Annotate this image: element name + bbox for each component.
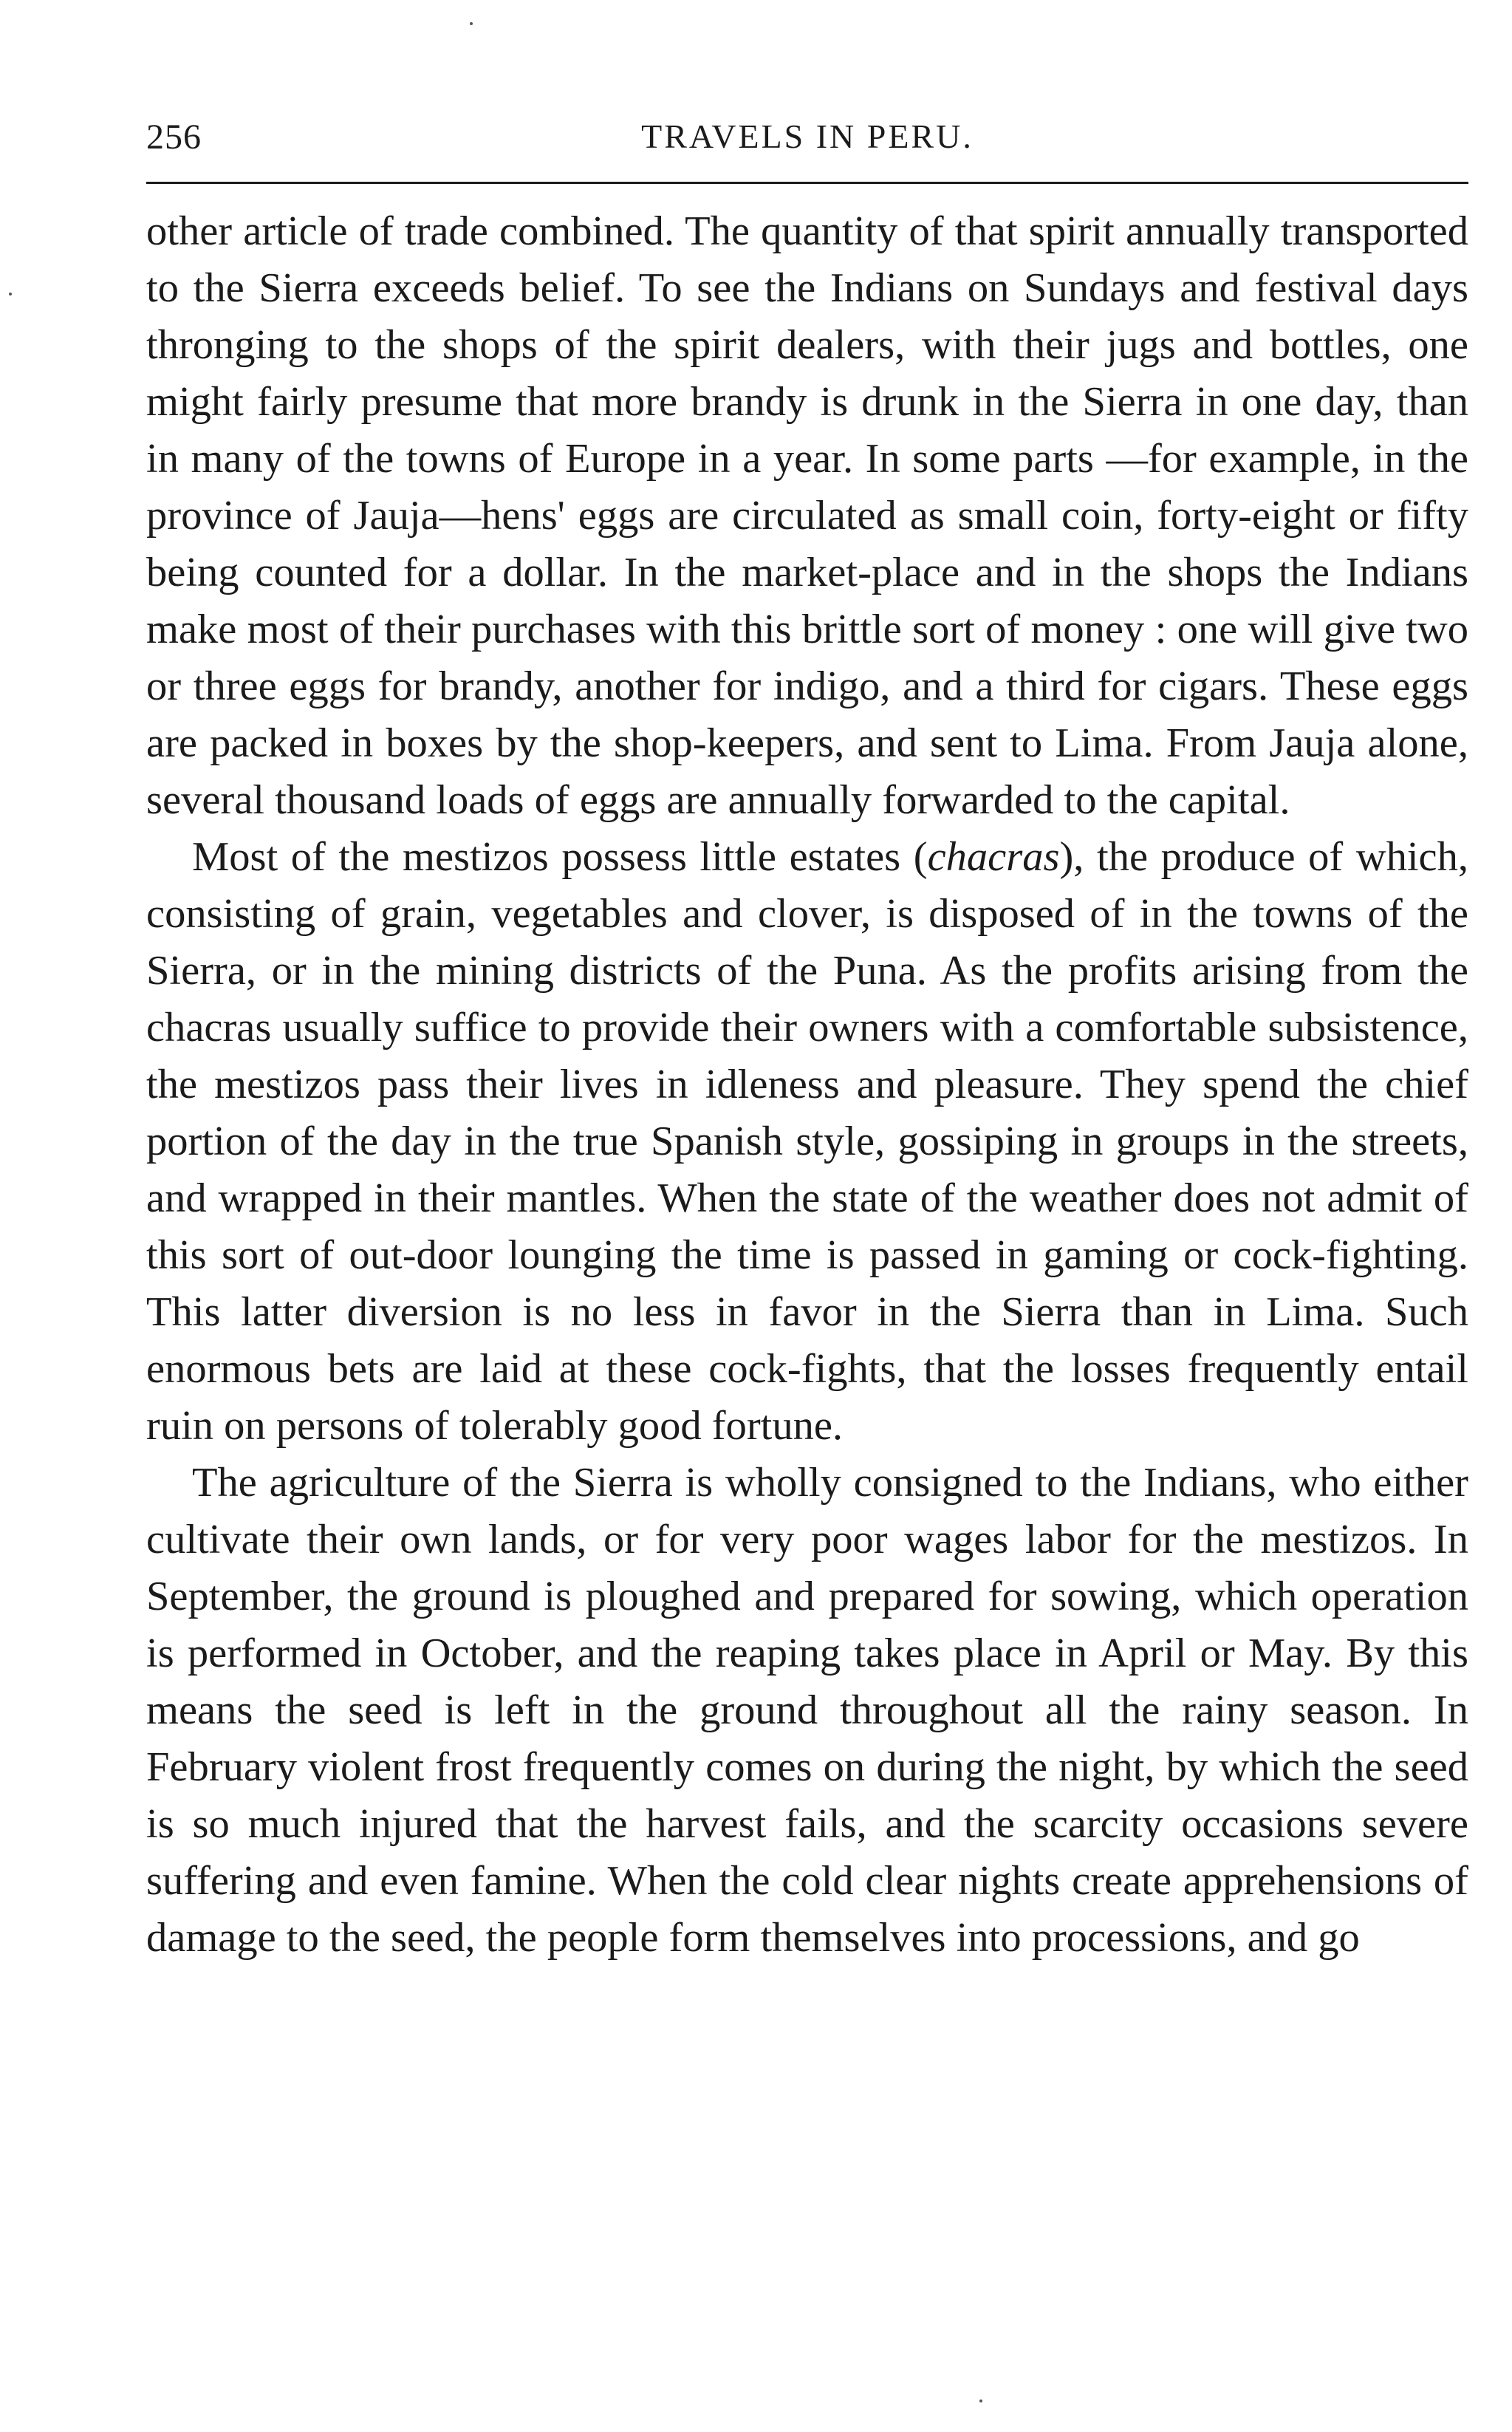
paper-speck: [9, 293, 12, 296]
header-rule: [146, 182, 1468, 184]
paragraph-2: [146, 829, 1468, 1455]
paragraph-1: [146, 203, 1468, 829]
paper-speck: [979, 2399, 982, 2402]
page-header: [146, 117, 1468, 161]
italic-term-chacras: chacras: [927, 834, 1060, 880]
body-text: [146, 203, 1468, 1967]
paragraph-3: [146, 1455, 1468, 1967]
paragraph-3-text: The agriculture of the Sierra is wholly consigned to the Indians, who either cultivate their own lands, or for very poor wages labor for the mestizos. In September, the ground is ploughed and prepared for sowing, which operation is performed in October, and the reaping takes place in April or May. By this means the seed is left in the ground throughout all the rainy season. In February violent frost frequently comes on during the night, by which the seed is so much injured that the harvest fails, and the scarcity occasions severe suffering and even famine. When the cold clear nights create apprehensions of damage to the seed, the people form themselves into processions, and go: [146, 1460, 1468, 1961]
paragraph-2-text-start: Most of the mestizos possess little estates (: [192, 834, 928, 880]
running-title: TRAVELS IN PERU.: [641, 117, 974, 155]
paper-speck: [470, 22, 473, 25]
paragraph-1-text: other article of trade combined. The quantity of that spirit annually transported to the Sierra exceeds belief. To see the Indians on Sundays and festival days thronging to the shops of the spirit dealers, with their jugs and bottles, one might fairly presume that more brandy is drunk in the Sierra in one day, than in many of the towns of Europe in a year. In some parts —for example, in the province of Jauja—hens' eggs are circulated as small coin, forty-eight or fifty being counted for a dollar. In the market-place and in the shops the Indians make most of their purchases with this brittle sort of money : one will give two or three eggs for brandy, another for indigo, and a third for cigars. These eggs are packed in boxes by the shop-keepers, and sent to Lima. From Jauja alone, several thousand loads of eggs are annually forwarded to the capital.: [146, 208, 1468, 823]
paragraph-2-text-end: ), the produce of which, consisting of grain, vegetables and clover, is disposed of in the towns of the Sierra, or in the mining districts of the Puna. As the profits arising from the chacras usually suffice to provide their owners with a comfortable subsistence, the mestizos pass their lives in idleness and pleasure. They spend the chief portion of the day in the true Spanish style, gossiping in groups in the streets, and wrapped in their mantles. When the state of the weather does not admit of this sort of out-door lounging the time is passed in gaming or cock-fighting. This latter diversion is no less in favor in the Sierra than in Lima. Such enormous bets are laid at these cock-fights, that the losses frequently entail ruin on persons of tolerably good fortune.: [146, 834, 1469, 1449]
page-number: 256: [146, 117, 202, 157]
